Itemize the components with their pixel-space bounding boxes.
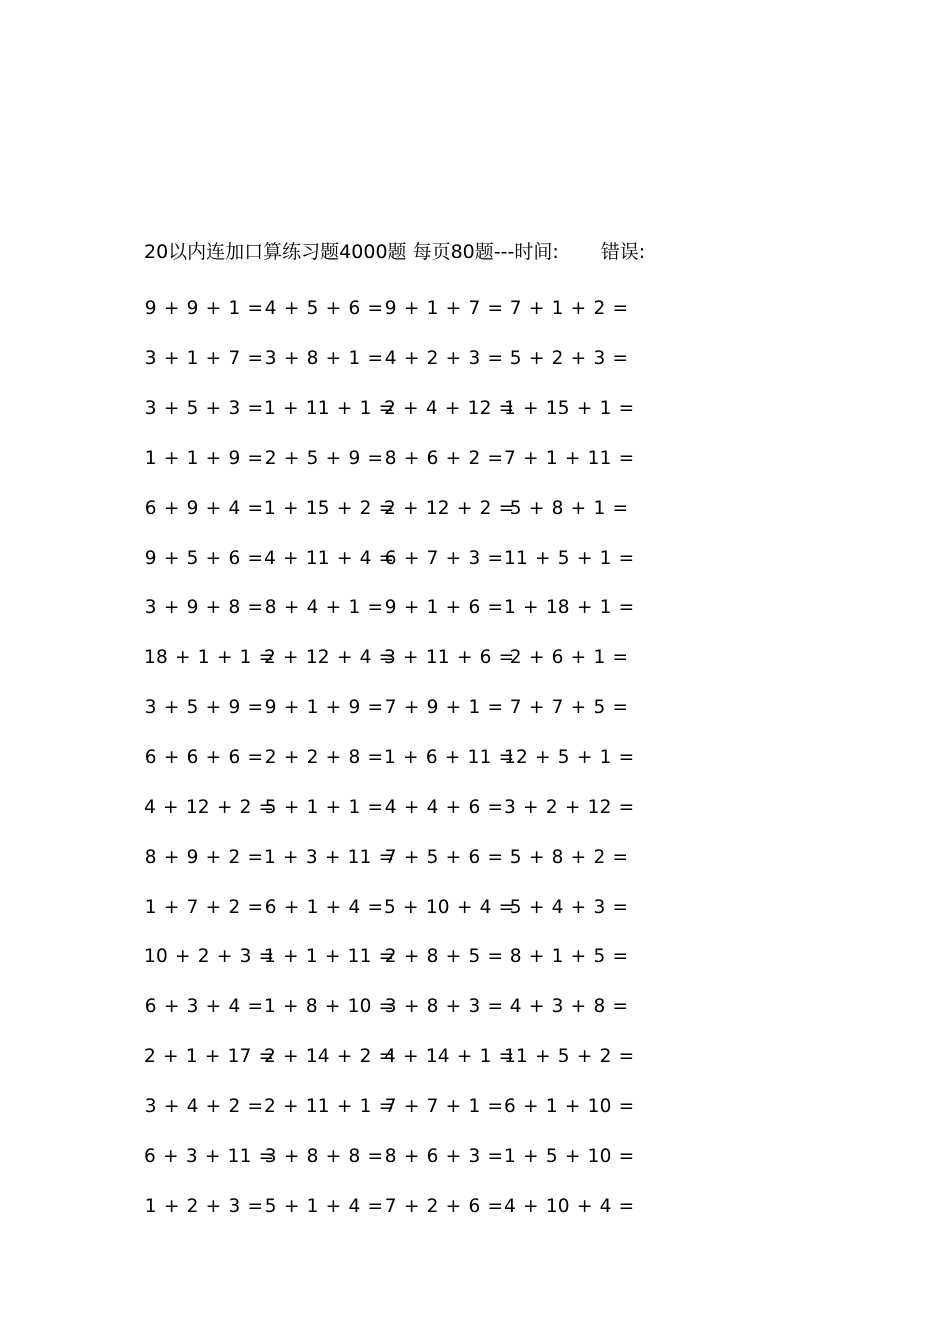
- problem-item: 6 + 9 + 4 =: [144, 497, 264, 519]
- problem-item: 5 + 1 + 4 =: [264, 1195, 384, 1217]
- problem-item: 2 + 1 + 17 =: [144, 1046, 275, 1068]
- problem-item: 4 + 12 + 2 =: [144, 796, 275, 818]
- problem-item: 3 + 2 + 12 =: [504, 796, 635, 818]
- problem-item: 2 + 6 + 1 =: [509, 647, 629, 669]
- problem-item: 1 + 5 + 10 =: [504, 1145, 635, 1167]
- problem-item: 8 + 6 + 3 =: [384, 1145, 504, 1167]
- problem-row: [144, 782, 664, 832]
- problem-item: 4 + 2 + 3 =: [384, 348, 504, 370]
- problem-item: 7 + 1 + 11 =: [504, 447, 635, 469]
- problem-item: 3 + 9 + 8 =: [144, 597, 264, 619]
- problem-item: 8 + 9 + 2 =: [144, 846, 264, 868]
- problem-item: 3 + 4 + 2 =: [144, 1095, 264, 1117]
- problem-item: 1 + 11 + 1 =: [264, 398, 395, 420]
- problem-item: 9 + 1 + 9 =: [264, 697, 384, 719]
- problem-row: [144, 832, 664, 882]
- problem-row: [144, 1131, 664, 1181]
- problem-row: [144, 384, 664, 434]
- problem-item: 1 + 3 + 11 =: [264, 846, 395, 868]
- problem-item: 6 + 3 + 4 =: [144, 996, 264, 1018]
- problem-item: 6 + 6 + 6 =: [144, 747, 264, 769]
- problem-item: 6 + 7 + 3 =: [384, 547, 504, 569]
- problem-item: 9 + 9 + 1 =: [144, 298, 264, 320]
- problem-row: [144, 683, 664, 733]
- problem-item: 9 + 1 + 7 =: [384, 298, 504, 320]
- problem-row: [144, 633, 664, 683]
- problem-item: 3 + 5 + 3 =: [144, 398, 264, 420]
- problem-row: [144, 982, 664, 1032]
- problem-item: 3 + 8 + 8 =: [264, 1145, 384, 1167]
- problem-item: 7 + 1 + 2 =: [509, 298, 629, 320]
- problem-item: 5 + 8 + 1 =: [509, 497, 629, 519]
- problem-item: 5 + 4 + 3 =: [509, 896, 629, 918]
- problem-item: 5 + 1 + 1 =: [264, 796, 384, 818]
- problem-item: 6 + 1 + 10 =: [504, 1095, 635, 1117]
- problem-item: 3 + 5 + 9 =: [144, 697, 264, 719]
- problem-item: 9 + 1 + 6 =: [384, 597, 504, 619]
- problem-item: 6 + 3 + 11 =: [144, 1145, 275, 1167]
- problem-item: 10 + 2 + 3 =: [144, 946, 275, 968]
- problem-row: [144, 1082, 664, 1132]
- errors-label: 错误:: [600, 240, 646, 263]
- problem-item: 4 + 5 + 6 =: [264, 298, 384, 320]
- problem-item: 1 + 15 + 1 =: [504, 398, 635, 420]
- problem-item: 1 + 7 + 2 =: [144, 896, 264, 918]
- problem-item: 1 + 15 + 2 =: [264, 497, 395, 519]
- problem-grid: [144, 284, 664, 1231]
- problem-row: [144, 882, 664, 932]
- problem-item: 9 + 5 + 6 =: [144, 547, 264, 569]
- problem-row: [144, 733, 664, 783]
- problem-row: [144, 583, 664, 633]
- problem-row: [144, 1032, 664, 1082]
- problem-item: 7 + 7 + 5 =: [509, 697, 629, 719]
- problem-item: 2 + 11 + 1 =: [264, 1095, 395, 1117]
- problem-item: 7 + 5 + 6 =: [384, 846, 504, 868]
- problem-item: 8 + 4 + 1 =: [264, 597, 384, 619]
- problem-item: 8 + 1 + 5 =: [509, 946, 629, 968]
- problem-item: 2 + 8 + 5 =: [384, 946, 504, 968]
- problem-item: 2 + 5 + 9 =: [264, 447, 384, 469]
- problem-item: 4 + 10 + 4 =: [504, 1195, 635, 1217]
- problem-item: 5 + 8 + 2 =: [509, 846, 629, 868]
- problem-row: [144, 533, 664, 583]
- problem-item: 4 + 3 + 8 =: [509, 996, 629, 1018]
- worksheet-title: 20以内连加口算练习题4000题 每页80题---时间:: [144, 240, 559, 263]
- problem-item: 1 + 18 + 1 =: [504, 597, 635, 619]
- problem-item: 3 + 1 + 7 =: [144, 348, 264, 370]
- problem-item: 11 + 5 + 1 =: [504, 547, 635, 569]
- problem-item: 4 + 14 + 1 =: [384, 1046, 515, 1068]
- problem-item: 7 + 2 + 6 =: [384, 1195, 504, 1217]
- problem-item: 4 + 11 + 4 =: [264, 547, 395, 569]
- problem-item: 3 + 8 + 3 =: [384, 996, 504, 1018]
- problem-item: 3 + 8 + 1 =: [264, 348, 384, 370]
- problem-item: 5 + 2 + 3 =: [509, 348, 629, 370]
- problem-item: 1 + 8 + 10 =: [264, 996, 395, 1018]
- problem-item: 18 + 1 + 1 =: [144, 647, 275, 669]
- problem-item: 2 + 12 + 2 =: [384, 497, 515, 519]
- problem-item: 1 + 1 + 11 =: [264, 946, 395, 968]
- problem-row: [144, 334, 664, 384]
- problem-row: [144, 434, 664, 484]
- problem-item: 1 + 2 + 3 =: [144, 1195, 264, 1217]
- problem-item: 2 + 4 + 12 =: [384, 398, 515, 420]
- problem-item: 2 + 12 + 4 =: [264, 647, 395, 669]
- problem-item: 7 + 9 + 1 =: [384, 697, 504, 719]
- problem-row: [144, 284, 664, 334]
- problem-row: [144, 932, 664, 982]
- worksheet-header: [144, 236, 645, 264]
- problem-row: [144, 483, 664, 533]
- problem-item: 12 + 5 + 1 =: [504, 747, 635, 769]
- problem-item: 7 + 7 + 1 =: [384, 1095, 504, 1117]
- problem-item: 5 + 10 + 4 =: [384, 896, 515, 918]
- problem-item: 6 + 1 + 4 =: [264, 896, 384, 918]
- problem-item: 8 + 6 + 2 =: [384, 447, 504, 469]
- problem-item: 11 + 5 + 2 =: [504, 1046, 635, 1068]
- problem-item: 1 + 1 + 9 =: [144, 447, 264, 469]
- problem-item: 3 + 11 + 6 =: [384, 647, 515, 669]
- problem-item: 4 + 4 + 6 =: [384, 796, 504, 818]
- problem-item: 1 + 6 + 11 =: [384, 747, 515, 769]
- problem-item: 2 + 2 + 8 =: [264, 747, 384, 769]
- problem-item: 2 + 14 + 2 =: [264, 1046, 395, 1068]
- problem-row: [144, 1181, 664, 1231]
